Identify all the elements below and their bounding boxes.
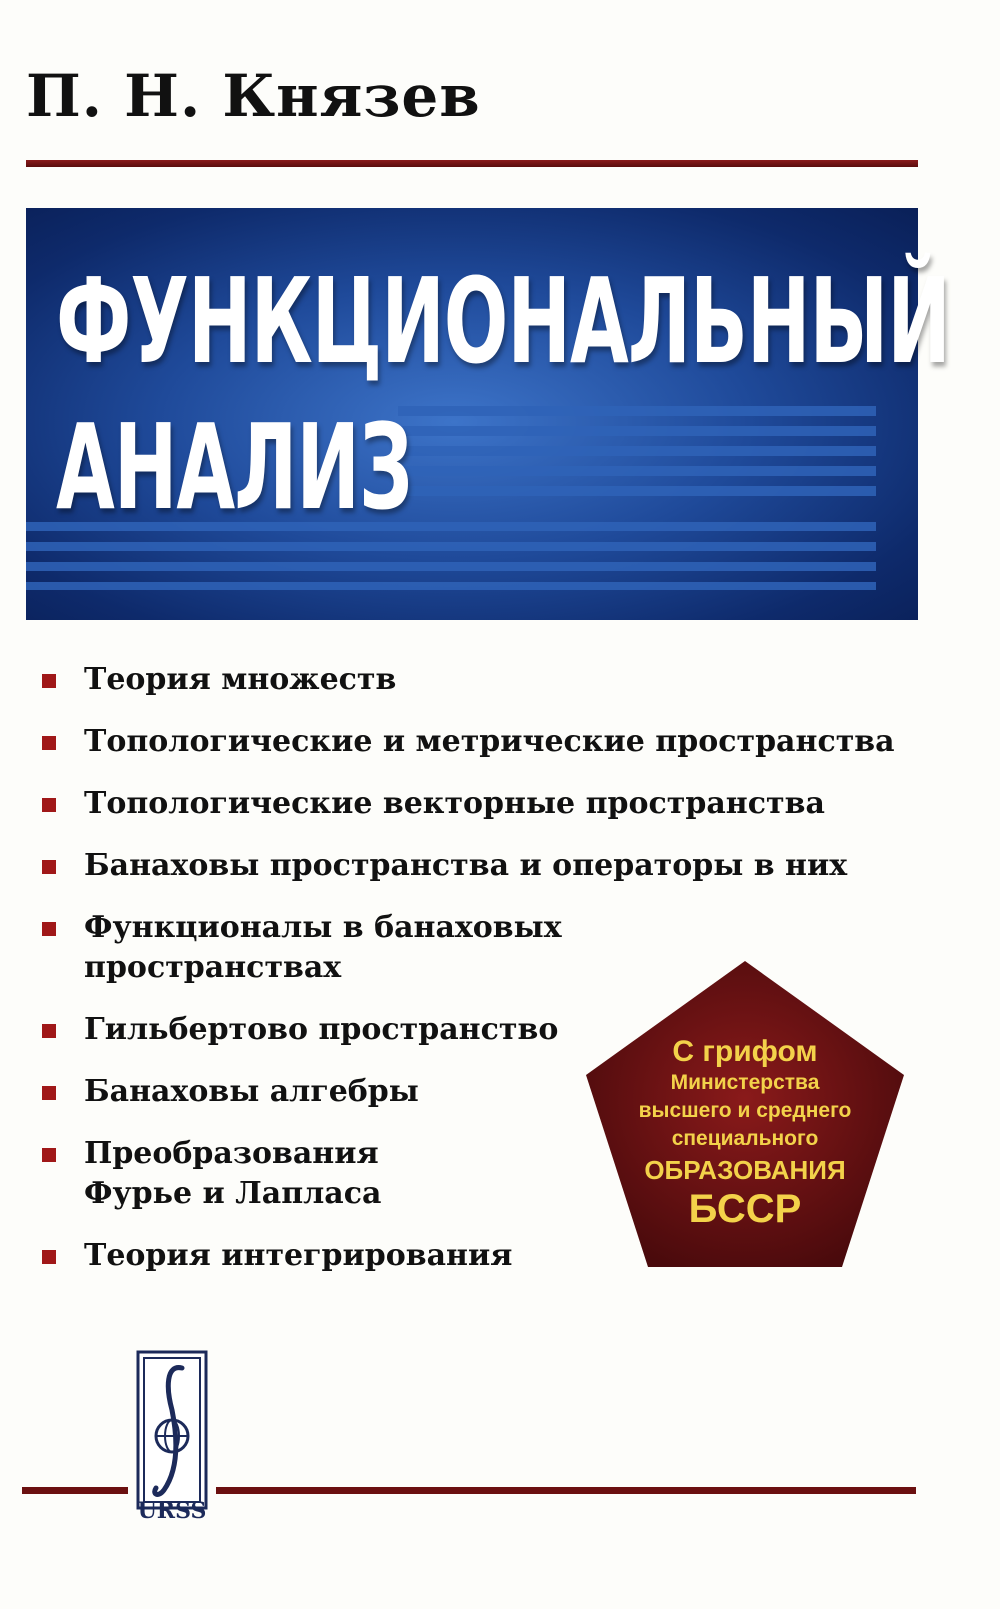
title-panel <box>26 208 950 620</box>
square-bullet-icon <box>42 1024 56 1038</box>
urss-logo-icon <box>136 1350 208 1510</box>
topic-text: Банаховы алгебры <box>84 1074 419 1109</box>
list-item <box>42 1010 558 1050</box>
author-name: П. Н. Князев <box>26 62 481 130</box>
title-line-2: АНАЛИЗ <box>56 398 412 536</box>
list-item <box>42 1134 381 1214</box>
badge-line: ОБРАЗОВАНИЯ <box>644 1155 846 1185</box>
topic-text: Банаховы пространства и операторы в них <box>84 848 848 883</box>
square-bullet-icon <box>42 674 56 688</box>
list-item <box>42 908 562 988</box>
topic-text-line: пространствах <box>84 950 342 985</box>
square-bullet-icon <box>42 1086 56 1100</box>
square-bullet-icon <box>42 1250 56 1264</box>
topic-text <box>84 908 562 988</box>
topic-text <box>84 1134 381 1214</box>
topic-text-line: Функционалы в банаховых <box>84 910 562 945</box>
badge-line: С грифом <box>672 1035 818 1068</box>
bottom-divider-left <box>22 1487 128 1494</box>
approval-badge <box>580 955 910 1275</box>
square-bullet-icon <box>42 798 56 812</box>
list-item <box>42 1072 419 1112</box>
badge-line: Министерства <box>670 1071 820 1094</box>
list-item <box>42 846 847 886</box>
badge-line: БССР <box>688 1187 802 1231</box>
topic-text: Гильбертово пространство <box>84 1012 559 1047</box>
square-bullet-icon <box>42 736 56 750</box>
list-item <box>42 722 895 762</box>
badge-line: специального <box>671 1127 819 1150</box>
topic-text: Топологические и метрические пространства <box>84 724 895 759</box>
square-bullet-icon <box>42 922 56 936</box>
topic-text: Теория интегрирования <box>84 1238 513 1273</box>
publisher-name: URSS <box>137 1498 207 1524</box>
bottom-divider-right <box>216 1487 916 1494</box>
badge-line: высшего и среднего <box>638 1099 852 1122</box>
title-line-1: ФУНКЦИОНАЛЬНЫЙ <box>56 252 950 390</box>
square-bullet-icon <box>42 860 56 874</box>
topic-text-line: Фурье и Лапласа <box>84 1176 382 1211</box>
topic-text: Топологические векторные пространства <box>84 786 825 821</box>
list-item <box>42 660 396 700</box>
square-bullet-icon <box>42 1148 56 1162</box>
list-item <box>42 1236 512 1276</box>
top-divider <box>26 160 918 167</box>
topic-text: Теория множеств <box>84 662 397 697</box>
topic-text-line: Преобразования <box>84 1136 379 1171</box>
list-item <box>42 784 825 824</box>
